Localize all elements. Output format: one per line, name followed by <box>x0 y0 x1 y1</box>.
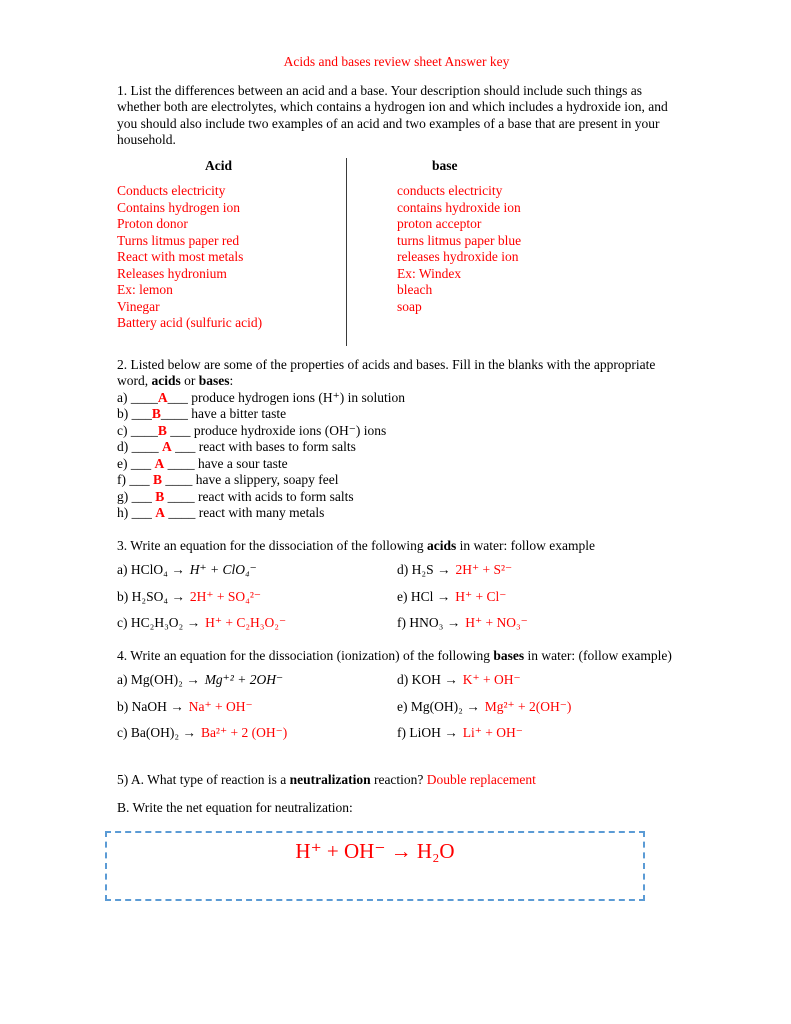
question-4-prompt <box>117 648 676 665</box>
equation-row <box>117 725 397 742</box>
question-5a-tail: reaction? <box>370 771 427 787</box>
blank-line: ___ <box>131 488 156 504</box>
acid-base-comparison-table <box>117 158 676 346</box>
acid-property: Vinegar <box>117 298 160 314</box>
fill-in-blank-row <box>117 472 676 489</box>
blank-answer: B <box>153 472 163 487</box>
acid-property: Releases hydronium <box>117 265 227 281</box>
blank-line: ____ <box>165 505 196 520</box>
equation-prompt: a) HClO₄ → <box>117 562 185 577</box>
item-label: e) <box>117 455 128 471</box>
equation-answer: Na⁺ + OH⁻ <box>188 698 253 714</box>
item-label: g) <box>117 488 129 504</box>
net-equation-box <box>105 831 645 901</box>
acid-property: Turns litmus paper red <box>117 232 240 248</box>
equation-answer: H⁺ + C₂H₃O₂⁻ <box>205 615 287 630</box>
fill-in-blank-row <box>117 505 676 522</box>
equation-prompt: b) NaOH → <box>117 698 184 714</box>
question-2-prompt-or: or <box>180 373 199 388</box>
base-property: contains hydroxide ion <box>397 199 521 215</box>
acid-property: Proton donor <box>117 216 188 231</box>
question-2-prompt-bases: bases <box>198 373 230 388</box>
blank-answer: A <box>162 439 172 454</box>
question-3-prompt-acids: acids <box>427 537 457 553</box>
equation-answer-example: H⁺ + ClO₄⁻ <box>189 562 257 577</box>
item-text: produce hydroxide ions (OH⁻) ions <box>193 422 387 438</box>
equation-prompt: d) KOH → <box>397 672 458 687</box>
question-2-prompt <box>117 357 676 390</box>
base-property: turns litmus paper blue <box>397 232 522 248</box>
item-label: b) <box>117 406 129 421</box>
base-column-header: base <box>432 157 458 173</box>
blank-line: ___ <box>131 505 156 520</box>
question-2-prompt-acids: acids <box>151 373 181 388</box>
blank-answer: A <box>157 389 168 405</box>
net-equation: H⁺ + OH⁻ → H₂O <box>295 838 455 863</box>
fill-in-blank-row <box>117 456 676 473</box>
blank-line: ____ <box>131 439 162 454</box>
equation-answer: 2H⁺ + S²⁻ <box>455 562 513 577</box>
question-4-prompt-text: 4. Write an equation for the dissociation (ionization) of the following <box>117 647 494 663</box>
equation-answer: Ba²⁺ + 2 (OH⁻) <box>200 725 288 740</box>
equation-answer: 2H⁺ + SO₄²⁻ <box>189 588 262 604</box>
blank-line: ____ <box>162 472 193 487</box>
equation-row <box>117 672 397 689</box>
item-text: react with acids to form salts <box>198 488 354 504</box>
base-equations-grid <box>117 672 676 742</box>
equation-prompt: c) Ba(OH)₂ → <box>117 725 196 740</box>
equation-row <box>117 562 397 579</box>
acid-property: Contains hydrogen ion <box>117 199 240 215</box>
base-property: bleach <box>397 282 433 297</box>
equation-answer: H⁺ + Cl⁻ <box>455 588 507 604</box>
question-5a-answer: Double replacement <box>426 771 536 787</box>
blank-answer: A <box>155 505 165 520</box>
item-label: f) <box>117 472 126 487</box>
blank-answer: B <box>155 488 165 504</box>
question-5a <box>117 772 676 789</box>
item-text: have a slippery, soapy feel <box>195 472 339 487</box>
equation-prompt: f) LiOH → <box>397 725 458 740</box>
base-property: proton acceptor <box>397 216 482 231</box>
base-property: conducts electricity <box>397 183 503 198</box>
equation-row <box>397 672 676 689</box>
equation-prompt: e) Mg(OH)₂ → <box>397 698 480 714</box>
question-3 <box>117 538 676 632</box>
base-column <box>347 158 521 346</box>
base-property: soap <box>397 298 422 314</box>
acid-column <box>117 158 347 346</box>
blank-line: ___ <box>131 406 152 421</box>
equation-prompt: a) Mg(OH)₂ → <box>117 672 200 687</box>
blank-line: ____ <box>164 488 195 504</box>
question-2-prompt-text: 2. Listed below are some of the properties of acids and bases. Fill in the blanks with the appropriate word, <box>117 356 656 388</box>
equation-row <box>397 615 676 632</box>
equation-row <box>397 725 676 742</box>
question-5 <box>117 772 676 817</box>
fill-in-blank-row <box>117 439 676 456</box>
equation-answer-example: Mg⁺² + 2OH⁻ <box>204 672 284 687</box>
item-text: produce hydrogen ions (H⁺) in solution <box>191 389 405 405</box>
equation-prompt: b) H₂SO₄ → <box>117 588 185 604</box>
fill-in-blank-row <box>117 489 676 506</box>
question-4-prompt-bases: bases <box>493 647 525 663</box>
equation-row <box>397 562 676 579</box>
question-5a-text: 5) A. What type of reaction is a <box>117 771 290 787</box>
question-5b: B. Write the net equation for neutralization: <box>117 800 353 815</box>
equation-prompt: e) HCl → <box>397 588 451 604</box>
question-3-prompt <box>117 538 676 555</box>
question-3-prompt-tail: in water: follow example <box>456 537 595 553</box>
blank-line: ____ <box>130 389 158 405</box>
question-4-prompt-tail: in water: (follow example) <box>524 647 672 663</box>
blank-line: ___ <box>130 455 155 471</box>
item-label: h) <box>117 505 129 520</box>
item-label: c) <box>117 422 128 438</box>
item-text: react with many metals <box>198 505 325 520</box>
equation-row <box>397 589 676 606</box>
item-label: d) <box>117 439 129 454</box>
item-text: have a sour taste <box>198 455 288 471</box>
equation-answer: Mg²⁺ + 2(OH⁻) <box>484 698 572 714</box>
item-label: a) <box>117 389 128 405</box>
question-3-prompt-text: 3. Write an equation for the dissociation of the following <box>117 537 428 553</box>
blank-line: ____ <box>160 406 188 421</box>
blank-line: ____ <box>130 422 158 438</box>
blank-line: ___ <box>166 422 191 438</box>
acid-column-header: Acid <box>205 157 232 173</box>
blank-line: ___ <box>167 389 188 405</box>
equation-answer: Li⁺ + OH⁻ <box>462 725 523 740</box>
question-5a-neutralization: neutralization <box>289 771 371 787</box>
equation-row <box>117 615 397 632</box>
equation-row <box>117 699 397 716</box>
acid-property: React with most metals <box>117 249 244 264</box>
blank-answer: A <box>154 455 165 471</box>
blank-answer: B <box>157 422 167 438</box>
equation-row <box>117 589 397 606</box>
base-property: Ex: Windex <box>397 265 462 281</box>
blank-line: ___ <box>129 472 153 487</box>
fill-in-blank-row <box>117 406 676 423</box>
fill-in-blank-row <box>117 423 676 440</box>
equation-prompt: f) HNO₃ → <box>397 615 461 630</box>
question-1-prompt: 1. List the differences between an acid and a base. Your description should include such things as whether both are electrolytes, which contains a hydrogen ion and which includes a hydroxide ion, and you should also include two examples of an acid and two examples of a base that are present in your household. <box>117 82 668 147</box>
equation-answer: H⁺ + NO₃⁻ <box>465 615 528 630</box>
equation-prompt: d) H₂S → <box>397 562 451 577</box>
question-4 <box>117 648 676 742</box>
acid-property: Conducts electricity <box>117 183 226 198</box>
fill-in-blank-row <box>117 390 676 407</box>
equation-prompt: c) HC₂H₃O₂ → <box>117 615 201 630</box>
blank-line: ___ <box>171 439 196 454</box>
blank-answer: B <box>151 406 161 421</box>
acid-property: Battery acid (sulfuric acid) <box>117 315 263 330</box>
acid-equations-grid <box>117 562 676 632</box>
question-2 <box>117 357 676 522</box>
equation-row <box>397 699 676 716</box>
base-property: releases hydroxide ion <box>397 249 519 264</box>
item-text: have a bitter taste <box>191 406 287 421</box>
acid-property: Ex: lemon <box>117 282 173 297</box>
document-title: Acids and bases review sheet Answer key <box>283 54 510 69</box>
item-text: react with bases to form salts <box>198 439 356 454</box>
question-2-prompt-colon: : <box>229 373 234 388</box>
equation-answer: K⁺ + OH⁻ <box>462 672 521 687</box>
blank-line: ____ <box>164 455 195 471</box>
